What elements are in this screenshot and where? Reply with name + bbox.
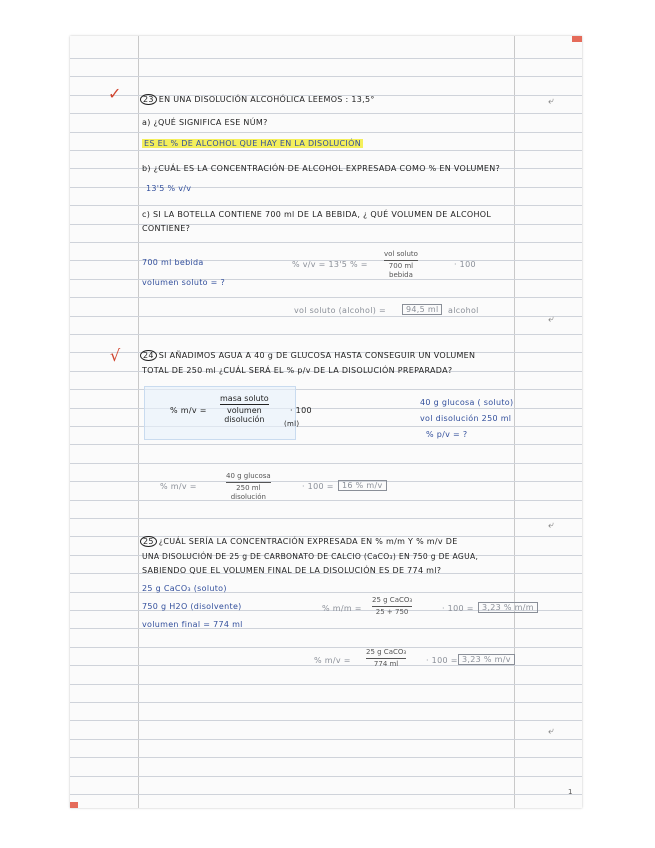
answer-23a [142,139,363,148]
formula-lhs: % v/v = 13'5 % = [292,260,368,269]
ruled-line [70,463,582,464]
numerator: 25 g CaCO₃ [372,596,413,604]
ruled-line [70,794,582,795]
result-value [402,305,442,314]
mm-result [478,603,538,612]
ruled-line [70,500,582,501]
question-number: 24 [140,350,157,361]
ruled-line [70,776,582,777]
calc-lhs: % m/v = [160,482,197,491]
boxed-result: 16 % m/v [338,480,387,491]
result-unit: alcohol [448,306,479,315]
ruled-line [70,113,582,114]
highlighted-answer: ES EL % DE ALCOHOL QUE HAY EN LA DISOLUCIÓN [144,139,361,148]
ruled-line [70,205,582,206]
margin-arrow-icon: ⤶ [548,726,554,737]
question-23c-line1: c) SI LA BOTELLA CONTIENE 700 ml DE LA BEBIDA, ¿ QUÉ VOLUMEN DE ALCOHOL [142,210,492,219]
question-text: EN UNA DISOLUCIÓN ALCOHÓLICA LEEMOS : 13,5° [158,95,375,104]
formula-fraction [220,394,269,424]
formula-unit: (ml) [284,420,300,428]
ruled-line [70,297,582,298]
denominator: 700 ml [388,262,414,270]
page-mark: 1 [568,788,573,796]
notebook-page [70,36,582,808]
ruled-line [70,334,582,335]
numerator: 25 g CaCO₃ [366,648,407,656]
calc-multiplier: · 100 = [302,482,334,491]
given-volume: 700 ml bebida [142,258,204,267]
question-23-header [140,94,375,105]
left-margin-line [138,36,139,808]
ruled-line [70,647,582,648]
calc-fraction [226,472,271,502]
formula-multiplier: · 100 [454,260,476,269]
check-mark: ✓ [108,84,122,103]
formula-multiplier: · 100 [290,406,312,415]
mm-lhs: % m/m = [322,604,362,613]
given-mass: 40 g glucosa ( soluto) [420,398,514,407]
mv-multiplier: · 100 = [426,656,458,665]
numerator: 40 g glucosa [226,472,271,480]
check-mark: √ [110,346,121,365]
question-25-line3: SABIENDO QUE EL VOLUMEN FINAL DE LA DISOLUCIÓN ES DE 774 ml? [142,566,442,575]
question-text: SI AÑADIMOS AGUA A 40 g DE GLUCOSA HASTA CONSEGUIR UN VOLUMEN [158,351,476,360]
mv-fraction [366,648,406,669]
question-23b: b) ¿CUÁL ES LA CONCENTRACIÓN DE ALCOHOL EXPRESADA COMO % EN VOLUMEN? [142,164,501,173]
ruled-line [70,518,582,519]
mm-multiplier: · 100 = [442,604,474,613]
right-margin-line [514,36,515,808]
ruled-line [70,316,582,317]
unknown-percent: % p/v = ? [426,430,468,439]
given-solute: 25 g CaCO₃ (soluto) [142,584,227,593]
ruled-line [70,242,582,243]
margin-arrow-icon: ⤶ [548,314,554,325]
formula-fraction [384,250,418,280]
ruled-line [70,720,582,721]
given-volume: vol disolución 250 ml [420,414,512,423]
question-25-header [140,536,458,547]
denominator: 25 + 750 [375,608,409,616]
numerator: masa soluto [220,394,269,403]
margin-arrow-icon: ⤶ [548,96,554,107]
question-number: 23 [140,94,157,105]
denominator-note: disolución [230,493,266,501]
margin-arrow-icon: ⤶ [548,520,554,531]
mv-result [458,655,515,664]
mv-lhs: % m/v = [314,656,351,665]
ruled-line [70,665,582,666]
denominator: 774 ml [373,660,399,668]
result-lhs: vol soluto (alcohol) = [294,306,387,315]
question-24-header [140,350,475,361]
ruled-line [70,132,582,133]
page-corner-tab [572,36,582,42]
denominator-note: bebida [389,271,413,279]
formula-lhs: % m/v = [170,406,207,415]
ruled-line [70,150,582,151]
question-text: ¿CUÁL SERÍA LA CONCENTRACIÓN EXPRESADA EN % m/m Y % m/v DE [158,537,458,546]
calc-result [338,481,387,490]
ruled-line [70,757,582,758]
question-number: 25 [140,536,157,547]
boxed-result: 3,23 % m/m [478,602,538,613]
mm-fraction [372,596,412,617]
answer-23b: 13'5 % v/v [146,184,192,193]
boxed-result: 94,5 ml [402,304,442,315]
ruled-line [70,76,582,77]
boxed-result: 3,23 % m/v [458,654,515,665]
ruled-line [70,739,582,740]
question-23c-line2: CONTIENE? [142,224,191,233]
question-25-line2: UNA DISOLUCIÓN DE 25 g DE CARBONATO DE CALCIO (CaCO₃) EN 750 g DE AGUA, [142,552,479,561]
unknown-volume: volumen soluto = ? [142,278,226,287]
ruled-line [70,684,582,685]
denominator-note: disolución [224,415,265,424]
ruled-line [70,444,582,445]
denominator: volumen [226,406,262,415]
numerator: vol soluto [384,250,418,258]
page-corner-tab [70,802,78,808]
question-23a: a) ¿QUÉ SIGNIFICA ESE NÚM? [142,118,268,127]
denominator: 250 ml [236,484,261,492]
ruled-line [70,58,582,59]
ruled-line [70,702,582,703]
given-final-volume: volumen final = 774 ml [142,620,243,629]
question-24-line2: TOTAL DE 250 ml ¿CUÁL SERÁ EL % p/v DE LA DISOLUCIÓN PREPARADA? [142,366,453,375]
given-solvent: 750 g H2O (disolvente) [142,602,242,611]
